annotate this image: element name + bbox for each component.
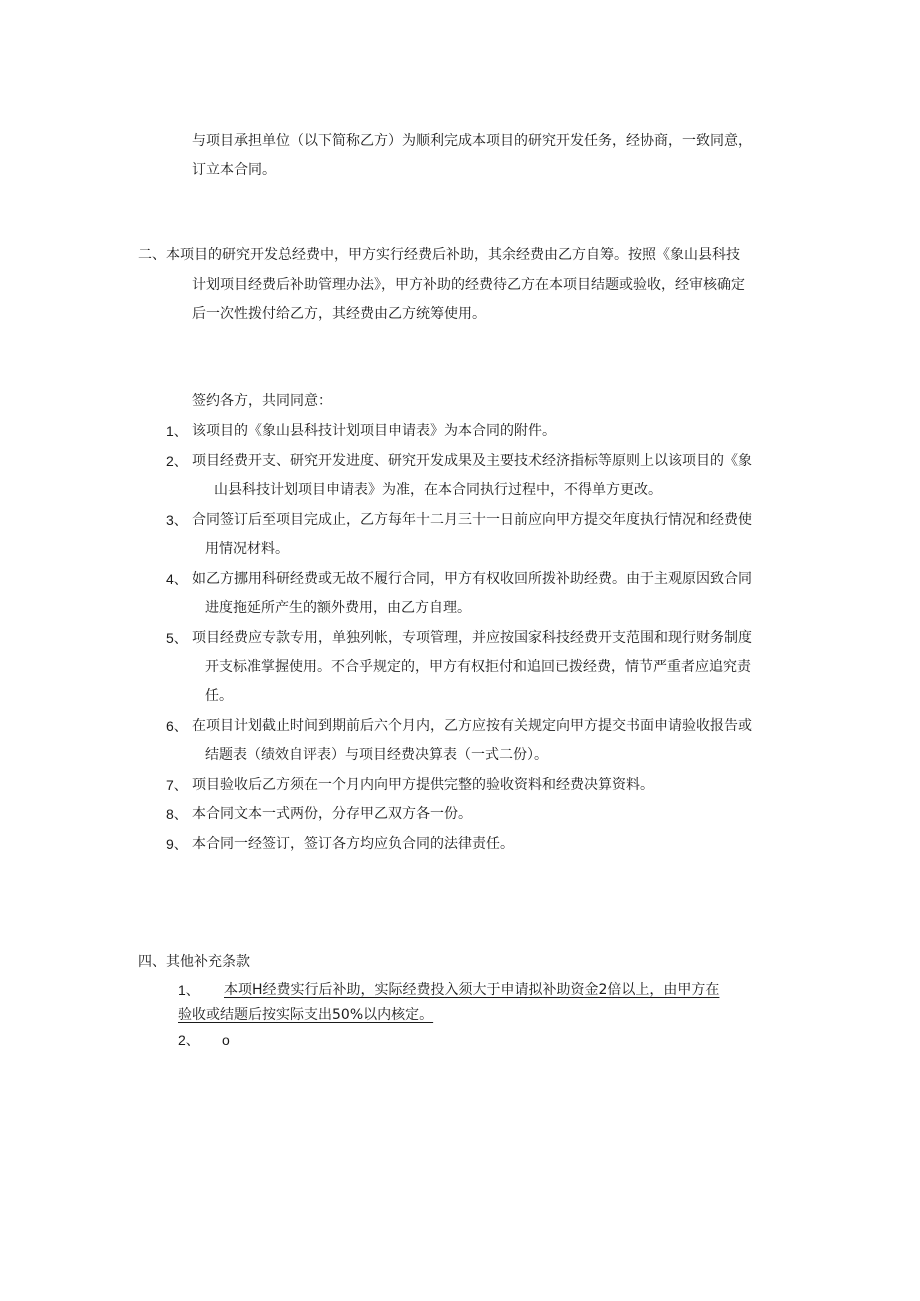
supp-item-1-line-2: 验收或结题后按实际支出50%以内核定。 [178, 1007, 434, 1023]
agreement-heading: 签约各方，共同同意： [192, 393, 332, 409]
item-8-number: 8、 [166, 806, 188, 822]
item-2-number: 2、 [166, 453, 188, 469]
section2-line-2: 计划项目经费后补助管理办法》，甲方补助的经费待乙方在本项目结题或验收，经审核确定 [192, 277, 745, 293]
item-4-line-2: 进度拖延所产生的额外费用，由乙方自理。 [205, 600, 471, 616]
item-9-line-1: 本合同一经签订，签订各方均应负合同的法律责任。 [192, 836, 514, 852]
item-5-line-2: 开支标准掌握使用。不合乎规定的，甲方有权拒付和追回已拨经费，情节严重者应追究责 [205, 659, 751, 675]
item-3-line-2: 用情况材料。 [205, 541, 289, 557]
item-6-line-2: 结题表（绩效自评表）与项目经费决算表（一式二份）。 [205, 747, 548, 763]
item-3-line-1: 合同签订后至项目完成止，乙方每年十二月三十一日前应向甲方提交年度执行情况和经费使 [192, 512, 752, 528]
item-3-number: 3、 [166, 512, 188, 528]
item-5-line-1: 项目经费应专款专用，单独列帐，专项管理，并应按国家科技经费开支范围和现行财务制度 [192, 630, 752, 646]
item-4-number: 4、 [166, 571, 188, 587]
section4-heading: 四、其他补充条款 [138, 954, 250, 970]
section2-line-1: 二、本项目的研究开发总经费中，甲方实行经费后补助，其余经费由乙方自筹。按照《象山县科技 [138, 247, 740, 263]
item-5-number: 5、 [166, 630, 188, 646]
item-1-number: 1、 [166, 423, 188, 439]
item-4-line-1: 如乙方挪用科研经费或无故不履行合同，甲方有权收回所拨补助经费。由于主观原因致合同 [192, 571, 752, 587]
supp-item-2-text: o [222, 1032, 230, 1048]
item-2-line-1: 项目经费开支、研究开发进度、研究开发成果及主要技术经济指标等原则上以该项目的《象 [192, 453, 752, 469]
item-7-line-1: 项目验收后乙方须在一个月内向甲方提供完整的验收资料和经费决算资料。 [192, 777, 654, 793]
item-7-number: 7、 [166, 777, 188, 793]
intro-line-1: 与项目承担单位（以下简称乙方）为顺利完成本项目的研究开发任务，经协商，一致同意， [192, 133, 752, 149]
item-6-number: 6、 [166, 718, 188, 734]
item-6-line-1: 在项目计划截止时间到期前后六个月内，乙方应按有关规定向甲方提交书面申请验收报告或 [192, 718, 752, 734]
item-5-line-3: 任。 [205, 688, 233, 704]
supp-item-1-line-1: 本项H经费实行后补助，实际经费投入须大于申请拟补助资金2倍以上，由甲方在 [224, 982, 720, 998]
item-2-line-2: 山县科技计划项目申请表》为准，在本合同执行过程中，不得单方更改。 [214, 482, 662, 498]
section2-line-3: 后一次性拨付给乙方，其经费由乙方统筹使用。 [192, 306, 486, 322]
intro-line-2: 订立本合同。 [192, 162, 276, 178]
supp-item-2-number: 2、 [178, 1032, 200, 1048]
item-1-line-1: 该项目的《象山县科技计划项目申请表》为本合同的附件。 [192, 423, 556, 439]
supp-item-1-number: 1、 [178, 982, 200, 998]
item-9-number: 9、 [166, 836, 188, 852]
item-8-line-1: 本合同文本一式两份，分存甲乙双方各一份。 [192, 806, 472, 822]
